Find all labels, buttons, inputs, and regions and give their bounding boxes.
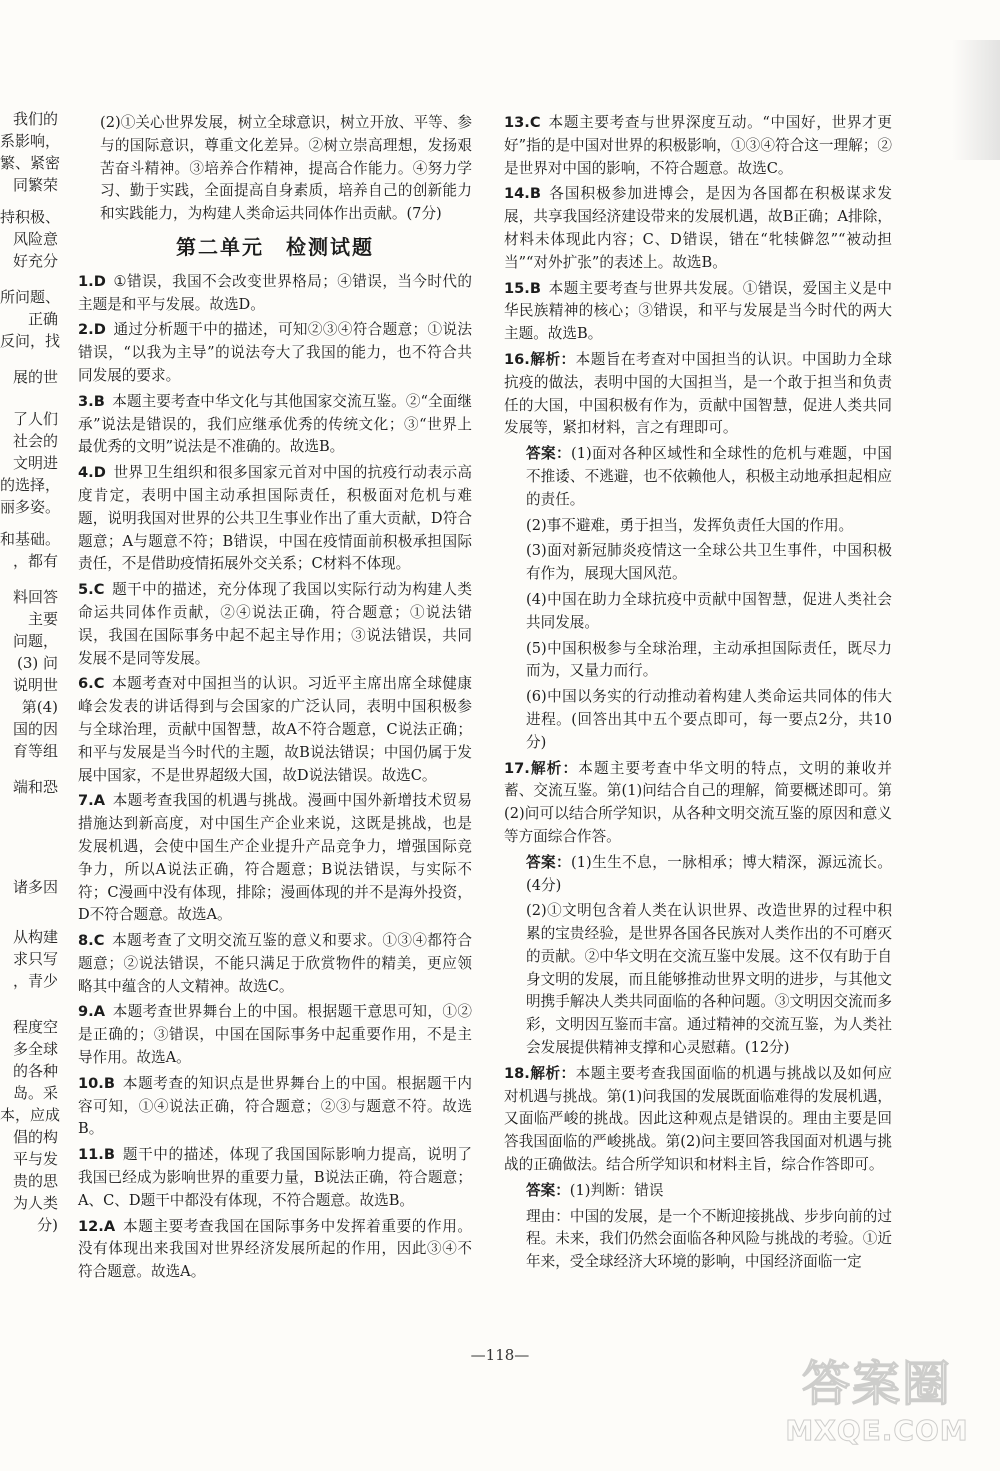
right-column: [504, 112, 892, 1277]
edge-fragment: 同繁荣: [12, 176, 58, 194]
question-number: 10.B: [78, 1074, 115, 1092]
edge-fragment: 诸多因: [12, 878, 58, 896]
answer-text: 本题主要考查与世界共发展。①错误，爱国主义是中华民族精神的核心；③错误，和平与发展是当今时代的两大主题。故选B。: [504, 279, 892, 343]
edge-fragment: 社会的: [12, 432, 58, 450]
question-number: 12.A: [78, 1217, 116, 1235]
question-number: 11.B: [78, 1146, 115, 1164]
watermark-url-text: MXQE.COM: [785, 1414, 969, 1447]
edge-fragment: 程度空: [12, 1018, 58, 1036]
answer-text: 本题考查世界舞台上的中国。根据题干意思可知，①②是正确的；③错误，中国在国际事务中起重要作用，不是主导作用。故选A。: [78, 1003, 472, 1067]
answer-item: [504, 183, 892, 274]
answer-item: [78, 930, 472, 998]
answer-text: ①错误，我国不会改变世界格局；④错误，当今时代的主题是和平与发展。故选D。: [78, 272, 472, 313]
edge-fragment: 繁、紧密: [0, 154, 61, 172]
answer-text: 题干中的描述，体现了我国国际影响力提高，说明了我国已经成为影响世界的重要力量，B说法正确，符合题意；A、C、D题干中都没有体现，不符合题意。故选B。: [78, 1146, 472, 1209]
edge-fragment: 风险意: [12, 230, 58, 248]
edge-fragment: 端和恐: [12, 778, 58, 796]
analysis-text: 本题主要考查中华文明的特点，文明的兼收并蓄、交流互鉴。第(1)问结合自己的理解，简要概述即可。第(2)问可以结合所学知识，从各种文明交流互鉴的原因和意义等方面综合作答。: [504, 759, 892, 845]
question-number: 13.C: [504, 114, 541, 131]
prior-answer-continuation: (2)①关心世界发展，树立全球意识，树立开放、平等、参与的国际意识，尊重文化差异。②树立崇高理想，发扬艰苦奋斗精神。③培养合作精神，提高合作能力。④努力学习、勤于实践，全面提高自身素质，培养自己的创新能力和实践能力，为构建人类命运共同体作出贡献。(7分): [100, 114, 472, 223]
analysis-label: 解析：: [529, 350, 576, 368]
answer-item: [78, 790, 472, 927]
left-column: [78, 112, 472, 1287]
question-number: 9.A: [78, 1003, 105, 1021]
edge-fragment: 展的世: [12, 368, 58, 386]
question-number: 15.B: [504, 279, 541, 297]
answer-text: 本题主要考查与世界深度互动。“中国好，世界才更好”指的是中国对世界的积极影响，①③④符合这一理解；②是世界对中国的影响，不符合题意。故选C。: [504, 114, 892, 177]
answer-text: 各国积极参加进博会，是因为各国都在积极谋求发展，共享我国经济建设带来的发展机遇，故B正确；A排除，材料未体现此内容；C、D错误，错在“牝犊僻忽”“被动担当”“对外扩张”的表述上。故选B。: [504, 185, 892, 271]
answer-line: (1)生生不息，一脉相承；博大精深，源远流长。(4分): [526, 853, 892, 894]
answer-line: (2)事不避难，勇于担当，发挥负责任大国的作用。: [526, 516, 854, 534]
edge-fragment: 岛。采: [12, 1084, 58, 1102]
edge-fragment: 我们的: [12, 110, 58, 128]
answer-text: 世界卫生组织和很多国家元首对中国的抗疫行动表示高度肯定，表明中国主动承担国际责任，积极面对危机与难题，说明我国对世界的公共卫生事业作出了重大贡献，D符合题意；A与题意不符；B错误，中国在疫情面前积极承担国际责任，不是借助疫情拓展外交关系；C材料不体现。: [78, 464, 472, 573]
edge-fragment: 好充分: [12, 252, 58, 270]
answer-label: 答案：: [526, 445, 572, 463]
edge-fragment: 第(4): [21, 698, 58, 716]
edge-fragment: 问题，: [12, 632, 58, 650]
answer-line: 理由：中国的发展，是一个不断迎接挑战、步步向前的过程。未来，我们仍然会面临各种风险与挑战的考验。①近年来，受全球经济大环境的影响，中国经济面临一定: [526, 1207, 892, 1271]
edge-fragment: 系影响，: [0, 132, 61, 150]
answer-text: 本题主要考查中华文化与其他国家交流互鉴。②“全面继承”说法是错误的，我们应继承优秀的传统文化；③“世界上最优秀的文明”说法是不准确的。故选B。: [78, 392, 472, 456]
answer-line: (5)中国积极参与全球治理，主动承担国际责任，既尽力而为，又量力而行。: [526, 639, 892, 680]
scan-shadow: [952, 40, 1000, 160]
answer-item: [78, 462, 472, 576]
edge-fragment: 育等组: [12, 742, 58, 760]
question-18: [504, 1063, 892, 1274]
question-number: 3.B: [78, 392, 105, 410]
answer-text: 本题考查对中国担当的认识。习近平主席出席全球健康峰会发表的讲话得到与会国家的广泛认同，表明中国积极参与全球治理，贡献中国智慧，故A不符合题意，C说法正确；和平与发展是当今时代的主题，故B说法错误；中国仍属于发展中国家，不是世界超级大国，故D说法错误。故选C。: [78, 675, 472, 784]
edge-fragment: 的各种: [12, 1062, 58, 1080]
answer-text: 本题考查了文明交流互鉴的意义和要求。①③④都符合题意；②说法错误，不能只满足于欣赏物件的精美，更应领略其中蕴含的人文精神。故选C。: [78, 932, 472, 995]
edge-fragment: 丽多姿。: [0, 498, 61, 516]
edge-fragment: 所问题、: [0, 288, 61, 306]
edge-fragment: 了人们: [12, 410, 58, 428]
question-number: 16.: [504, 350, 530, 368]
question-number: 4.D: [78, 464, 106, 482]
edge-fragment: 反问，找: [0, 332, 61, 350]
question-number: 2.D: [78, 321, 106, 339]
edge-fragment: 主要: [27, 610, 58, 628]
question-number: 7.A: [78, 792, 105, 810]
edge-fragment: ，青少: [12, 972, 58, 990]
question-16: [504, 349, 892, 755]
answer-line: (6)中国以务实的行动推动着构建人类命运共同体的伟大进程。(回答出其中五个要点即可，每一要点2分，共10分): [526, 688, 892, 751]
answer-label: 答案：: [526, 1181, 570, 1199]
answer-item: [504, 112, 892, 180]
answer-item: [78, 319, 472, 387]
unit-title: 第二单元 检测试题: [176, 234, 374, 259]
edge-fragment: 多全球: [12, 1040, 58, 1058]
edge-fragment: 和基础。: [0, 530, 61, 548]
answer-line: (3)面对新冠肺炎疫情这一全球公共卫生事件，中国积极有作为，展现大国风范。: [526, 542, 892, 583]
answer-item: [78, 271, 472, 317]
edge-fragment: 从构建: [12, 928, 58, 946]
analysis-label: 解析：: [529, 759, 579, 777]
edge-fragment: 料回答: [12, 588, 58, 606]
answer-text: 本题考查的知识点是世界舞台上的中国。根据题干内容可知，①④说法正确，符合题意；②③与题意不符。故选B。: [78, 1074, 472, 1138]
answer-line: (2)①文明包含着人类在认识世界、改造世界的过程中积累的宝贵经验，是世界各国各民族对人类作出的不可磨灭的贡献。②中华文明在交流互鉴中发展。这不仅有助于自身文明的发展，而且能够推动世界文明的进步，与其他文明携手解决人类共同面临的各种问题。③文明因交流而多彩，文明因互鉴而丰富。通过精神的交流互鉴，为人类社会发展提供精神支撑和心灵慰藉。(12分): [526, 902, 892, 1057]
watermark-logo-text: 答案圈: [801, 1356, 952, 1412]
edge-fragment: 的选择，: [0, 476, 61, 494]
edge-fragment: 文明进: [12, 454, 58, 472]
edge-fragment: 持积极、: [0, 208, 61, 226]
edge-fragment: 倡的构: [12, 1128, 58, 1146]
question-17: [504, 758, 892, 1060]
site-watermark: [772, 1345, 982, 1457]
left-answer-list: [78, 271, 472, 1284]
answer-text: 本题主要考查我国在国际事务中发挥着重要的作用。没有体现出来我国对世界经济发展所起的作用，因此③④不符合题意。故选A。: [78, 1217, 472, 1281]
edge-fragment: 国的因: [12, 720, 58, 738]
edge-fragment: 贵的思: [12, 1172, 58, 1190]
question-number: 8.C: [78, 932, 105, 950]
answer-item: [78, 1216, 472, 1284]
question-number: 5.C: [78, 581, 105, 599]
edge-fragment: 本，应成: [0, 1106, 61, 1124]
answer-item: [78, 673, 472, 787]
answer-line: (1)判断：错误: [569, 1181, 664, 1199]
question-number: 14.B: [504, 185, 541, 203]
answer-item: [78, 1144, 472, 1212]
analysis-label: 解析：: [529, 1064, 576, 1082]
answer-text: 本题考查我国的机遇与挑战。漫画中国外新增技术贸易措施达到新高度，对中国生产企业来说，这既是挑战，也是发展机遇，会使中国生产企业提升产品竞争力，增强国际竞争力，所以A说法正确，符合题意；B说法错误，与实际不符；C漫画中没有体现，排除；漫画体现的并不是海外投资，D不符合题意。故选A。: [78, 792, 472, 924]
edge-fragment: (3) 问: [16, 654, 58, 672]
answer-line: (4)中国在助力全球抗疫中贡献中国智慧，促进人类社会共同发展。: [526, 590, 892, 631]
answer-text: 通过分析题干中的描述，可知②③④符合题意；①说法错误，“以我为主导”的说法夸大了我国的能力，也不符合共同发展的要求。: [78, 321, 472, 384]
answer-item: [78, 579, 472, 670]
answer-line: (1)面对各种区域性和全球性的危机与难题，中国不推诿、不逃避，也不依赖他人，积极主动地承担起相应的责任。: [526, 445, 892, 508]
analysis-text: 本题旨在考查对中国担当的认识。中国助力全球抗疫的做法，表明中国的大国担当，是一个敢于担当和负责任的大国，中国积极有作为，贡献中国智慧，促进人类共同发展等，紧扣材料，言之有理即可。: [504, 350, 892, 437]
page-number: —118—: [470, 1346, 530, 1364]
answer-item: [78, 1073, 472, 1141]
question-number: 18.: [504, 1064, 530, 1082]
edge-fragment: 说明世: [12, 676, 58, 694]
answer-item: [78, 1001, 472, 1069]
analysis-text: 本题主要考查我国面临的机遇与挑战以及如何应对机遇与挑战。第(1)问我国的发展既面临难得的发展机遇，又面临严峻的挑战。因此这种观点是错误的。理由主要是回答我国面临的严峻挑战。第(2)问主要回答我国面对机遇与挑战的正确做法。结合所学知识和材料主旨，综合作答即可。: [504, 1064, 892, 1174]
edge-fragment: 平与发: [12, 1150, 58, 1168]
answer-item: [504, 278, 892, 346]
answer-label: 答案：: [526, 853, 572, 871]
edge-fragment: 正确: [27, 310, 58, 328]
edge-fragment: ，都有: [12, 552, 58, 570]
previous-page-edge-fragments: [0, 110, 62, 1340]
right-answer-list: [504, 112, 892, 346]
question-number: 6.C: [78, 675, 105, 693]
edge-fragment: 求只写: [12, 950, 58, 968]
answer-item: [78, 391, 472, 459]
answer-text: 题干中的描述，充分体现了我国以实际行动为构建人类命运共同体作贡献，②④说法正确，符合题意；①说法错误，我国在国际事务中起不起主导作用；③说法错误，共同发展不是同等发展。: [78, 581, 472, 667]
edge-fragment: 分): [37, 1216, 58, 1234]
question-number: 1.D: [78, 272, 106, 290]
edge-fragment: 为人类: [12, 1194, 58, 1212]
question-number: 17.: [504, 759, 530, 777]
